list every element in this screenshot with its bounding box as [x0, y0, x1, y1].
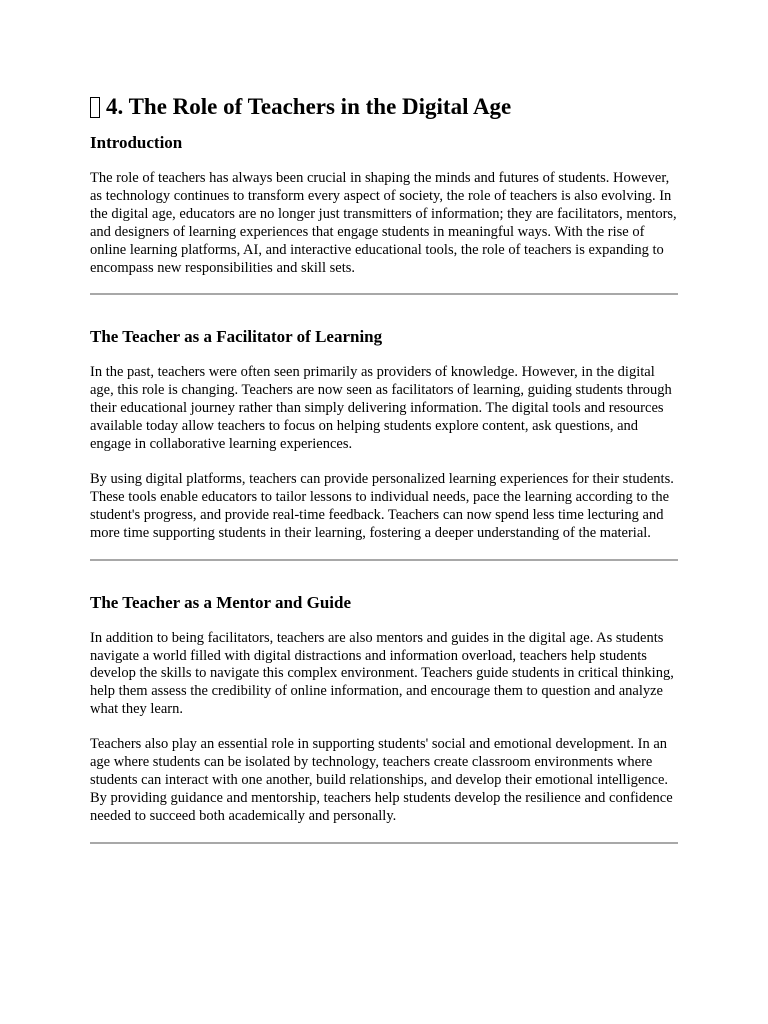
- section-divider: [90, 293, 678, 295]
- section-facilitator: [90, 326, 678, 560]
- mentor-paragraph-2: Teachers also play an essential role in supporting students' social and emotional development. In an age where students can be isolated by technology, teachers create classroom environments where students can interact with one another, build relationships, and develop their emotional intelligence. By providing guidance and mentorship, teachers help students develop the resilience and confidence needed to succeed both academically and personally.: [90, 736, 673, 824]
- introduction-paragraph-1: The role of teachers has always been crucial in shaping the minds and futures of students. However, as technology continues to transform every aspect of society, the role of teachers is also evolving. In the digital age, educators are no longer just transmitters of information; they are facilitators, mentors, and designers of learning experiences that engage students in meaningful ways. With the rise of online learning platforms, AI, and interactive educational tools, the role of teachers is expanding to encompass new responsibilities and skill sets.: [90, 170, 677, 276]
- section-divider: [90, 559, 678, 561]
- section-divider: [90, 842, 678, 844]
- document-title: [90, 90, 678, 121]
- facilitator-paragraph-2: By using digital platforms, teachers can provide personalized learning experiences for their students. These tools enable educators to tailor lessons to individual needs, pace the learning according to the student's progress, and provide real-time feedback. Teachers can now spend less time lecturing and more time supporting students in their learning, fostering a deeper understanding of the material.: [90, 470, 674, 541]
- section-heading-introduction: Introduction: [90, 133, 183, 152]
- section-introduction: [90, 132, 678, 295]
- document-title-text: 4. The Role of Teachers in the Digital Age: [106, 94, 512, 119]
- section-heading-facilitator: The Teacher as a Facilitator of Learning: [90, 327, 383, 347]
- facilitator-paragraph-1: In the past, teachers were often seen primarily as providers of knowledge. However, in the digital age, this role is changing. Teachers are now seen as facilitators of learning, guiding students through their educational journey rather than simply delivering information. The digital tools and resources available today allow teachers to focus on helping students explore content, ask questions, and engage in collaborative learning experiences.: [90, 364, 672, 453]
- mentor-paragraph-1: In addition to being facilitators, teachers are also mentors and guides in the digital age. As students navigate a world filled with digital distractions and information overload, teachers help students develop the skills to navigate this complex environment. Teachers guide students in critical thinking, help them assess the credibility of online information, and encourage them to question and analyze what they learn.: [90, 629, 674, 718]
- missing-glyph-icon: [90, 97, 100, 118]
- section-mentor: [90, 592, 678, 844]
- section-heading-mentor: The Teacher as a Mentor and Guide: [90, 592, 352, 612]
